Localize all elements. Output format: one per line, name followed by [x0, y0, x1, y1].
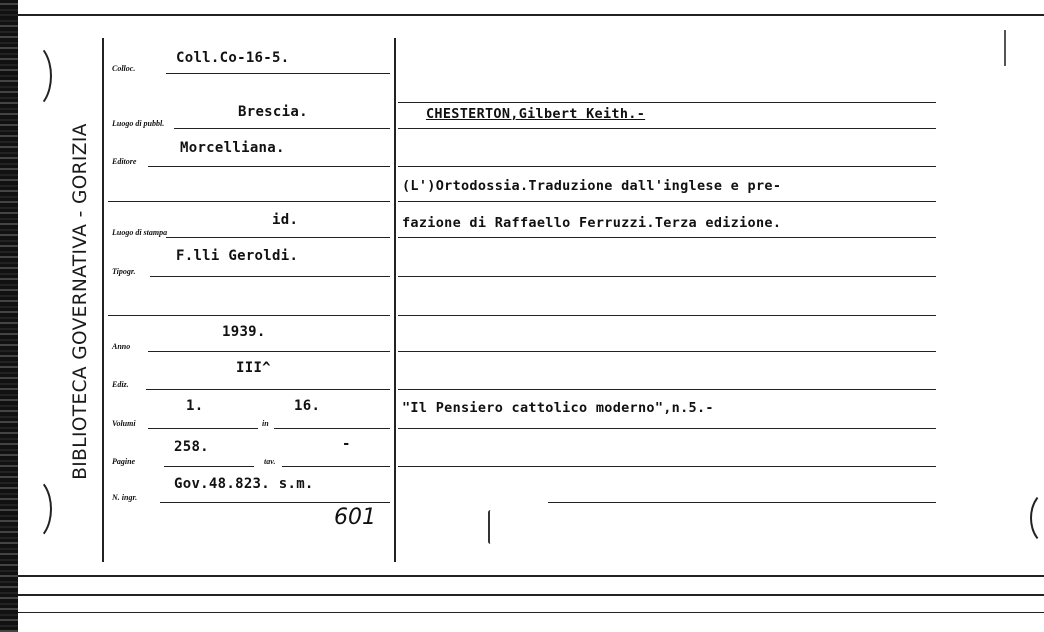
right-edge-mark: [1004, 30, 1006, 66]
center-column-rule: [394, 38, 396, 562]
library-side-label: [62, 86, 98, 516]
value-numero-ingresso: Gov.48.823. s.m.: [174, 476, 314, 492]
value-luogo-stampa: id.: [272, 212, 299, 228]
lower-card-line: [18, 612, 1044, 613]
rule-in: [274, 428, 390, 429]
value-tavole: -: [342, 436, 351, 452]
label-volumi: Volumi: [112, 419, 136, 428]
series-statement: "Il Pensiero cattolico moderno",n.5.-: [402, 400, 714, 416]
label-numero-ingresso: N. ingr.: [112, 493, 138, 502]
rule-editore: [148, 166, 390, 167]
card-top-border: [0, 14, 1044, 16]
punch-hole-left-bottom: [10, 476, 52, 542]
rule-right-6: [398, 276, 936, 277]
value-tipografia: F.lli Geroldi.: [176, 248, 299, 264]
rule-right-7: [398, 315, 936, 316]
punch-hole-left-top: [10, 42, 52, 110]
rule-collocazione: [166, 73, 390, 74]
value-editore: Morcelliana.: [180, 140, 285, 156]
rule-edizione: [146, 389, 390, 390]
label-editore: Editore: [112, 157, 137, 166]
label-luogo-stampa: Luogo di stampa: [112, 228, 168, 237]
pencil-mark: [488, 510, 493, 544]
value-edizione: III^: [236, 360, 271, 376]
label-tipografia: Tipogr.: [112, 267, 136, 276]
value-luogo-pubblicazione: Brescia.: [238, 104, 308, 120]
rule-right-11: [398, 466, 936, 467]
rule-blank-2: [108, 315, 390, 316]
rule-luogo-pubbl: [174, 128, 390, 129]
label-edizione: Ediz.: [112, 380, 129, 389]
rule-anno: [148, 351, 390, 352]
rule-right-1: [398, 102, 936, 103]
label-tavole: tav.: [264, 457, 276, 466]
rule-right-5: [398, 237, 936, 238]
value-pagine: 258.: [174, 439, 209, 455]
label-luogo-pubblicazione: Luogo di pubbl.: [112, 119, 165, 128]
value-in: 16.: [294, 398, 321, 414]
rule-numero-ingresso: [160, 502, 390, 503]
rule-pagine: [164, 466, 254, 467]
label-anno: Anno: [112, 342, 131, 351]
value-anno: 1939.: [222, 324, 266, 340]
library-name: BIBLIOTECA GOVERNATIVA - GORIZIA: [69, 122, 91, 480]
value-collocazione: Coll.Co-16-5.: [176, 50, 290, 66]
next-card-edge: [18, 594, 1044, 596]
rule-tavole: [282, 466, 390, 467]
punch-hole-right: [1030, 490, 1044, 546]
rule-right-3: [398, 166, 936, 167]
title-line-2: fazione di Raffaello Ferruzzi.Terza edizione.: [402, 215, 782, 231]
rule-right-9: [398, 389, 936, 390]
rule-right-4: [398, 201, 936, 202]
rule-tipografia: [150, 276, 390, 277]
rule-right-8: [398, 351, 936, 352]
rule-right-12: [548, 502, 936, 503]
title-line-1: (L')Ortodossia.Traduzione dall'inglese e pre-: [402, 178, 782, 194]
handwritten-number: 601: [334, 505, 376, 530]
rule-right-10: [398, 428, 936, 429]
rule-blank-1: [108, 201, 390, 202]
left-column-rule: [102, 38, 104, 562]
label-collocazione: Colloc.: [112, 64, 136, 73]
rule-luogo-stampa: [166, 237, 390, 238]
value-volumi: 1.: [186, 398, 204, 414]
card-bottom-border: [18, 575, 1044, 577]
label-in: in: [262, 419, 269, 428]
rule-volumi: [148, 428, 258, 429]
label-pagine: Pagine: [112, 457, 136, 466]
rule-right-2: [398, 128, 936, 129]
author-heading: CHESTERTON,Gilbert Keith.-: [426, 106, 646, 122]
